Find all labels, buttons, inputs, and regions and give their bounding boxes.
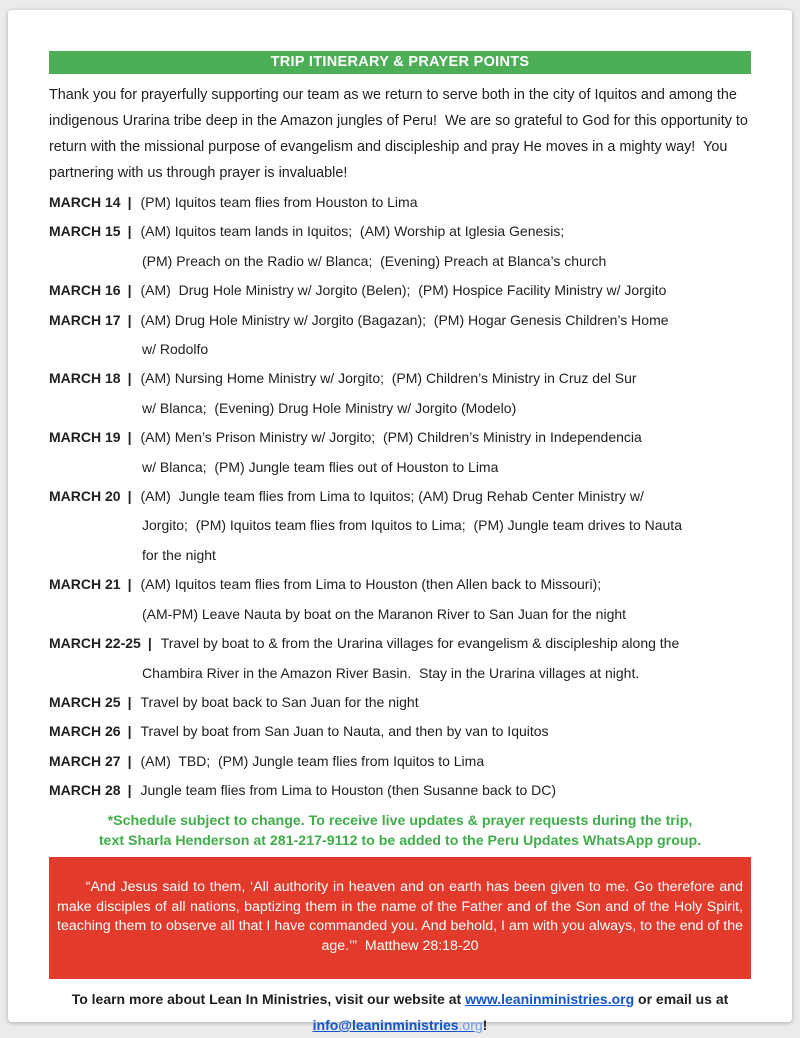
itinerary-separator: | xyxy=(127,488,132,505)
intro-paragraph: Thank you for prayerfully supporting our team as we return to serve both in the city of Iquitos and among the indigenous Urarina tribe deep in the Amazon jungles of Peru! We are so grateful to God for this opportunity to return with the missional purpose of evangelism and discipleship and pray He moves in a mighty way! You partnering with us through prayer is invaluable! xyxy=(49,87,752,181)
itinerary-continuation-line: (PM) Preach on the Radio w/ Blanca; (Evening) Preach at Blanca’s church xyxy=(142,252,607,269)
itinerary-text: (AM) TBD; (PM) Jungle team flies from Iquitos to Lima xyxy=(140,752,485,769)
itinerary-separator: | xyxy=(147,635,152,652)
itinerary-date: MARCH 14 xyxy=(49,194,121,210)
itinerary-list xyxy=(49,188,751,806)
itinerary-separator: | xyxy=(127,752,132,769)
itinerary-separator: | xyxy=(127,429,132,446)
itinerary-date: MARCH 15 xyxy=(49,223,121,240)
itinerary-continuation-line: w/ Rodolfo xyxy=(142,341,209,358)
itinerary-entry-line xyxy=(49,629,751,658)
footer-line-1 xyxy=(49,986,751,1012)
email-link[interactable] xyxy=(313,1017,483,1033)
itinerary-date: MARCH 26 xyxy=(49,723,121,740)
footer-text-before-link: To learn more about Lean In Ministries, visit our website at xyxy=(71,991,466,1008)
itinerary-text: (AM) Drug Hole Ministry w/ Jorgito (Belen); (PM) Hospice Facility Ministry w/ Jorgito xyxy=(140,282,667,299)
itinerary-continuation-line: (AM-PM) Leave Nauta by boat on the Maranon River to San Juan for the night xyxy=(142,605,627,622)
itinerary-text: (AM) Drug Hole Ministry w/ Jorgito (Bagazan); (PM) Hogar Genesis Children’s Home xyxy=(140,311,669,328)
itinerary-entry-line xyxy=(49,364,751,393)
itinerary-continuation-line: Chambira River in the Amazon River Basin. Stay in the Urarina villages at night. xyxy=(142,664,640,681)
itinerary-date: MARCH 22-25 xyxy=(49,635,141,652)
itinerary-continuation-line: for the night xyxy=(142,546,216,563)
email-link-suffix: .org xyxy=(458,1017,483,1034)
page-title: TRIP ITINERARY & PRAYER POINTS xyxy=(270,54,530,70)
itinerary-date: MARCH 25 xyxy=(49,693,121,710)
itinerary-entry-line xyxy=(49,482,751,511)
itinerary-text: Jungle team flies from Lima to Houston (then Susanne back to DC) xyxy=(140,782,557,799)
verse-text: “And Jesus said to them, ‘All authority in heaven and on earth has been given to me. Go therefore and make disciples of all nations, baptizing them in the name of the Father and of the Son and of the Holy Spirit, teaching them to observe all that I have commanded you. And behold, I am with you always, to the end of the age.’” Matthew 28:18-20 xyxy=(57,879,747,954)
itinerary-text: Travel by boat back to San Juan for the night xyxy=(140,693,419,710)
itinerary-continuation-line: w/ Blanca; (Evening) Drug Hole Ministry w/ Jorgito (Modelo) xyxy=(142,399,517,416)
itinerary-separator: | xyxy=(127,282,132,299)
itinerary-separator: | xyxy=(127,370,132,387)
itinerary-date: MARCH 27 xyxy=(49,752,121,769)
header-bar xyxy=(49,51,751,74)
itinerary-text: (AM) Iquitos team flies from Lima to Houston (then Allen back to Missouri); xyxy=(140,576,602,593)
itinerary-separator: | xyxy=(127,576,132,593)
itinerary-entry-line xyxy=(49,306,751,335)
itinerary-entry-line xyxy=(49,570,751,599)
schedule-note-line-1: *Schedule subject to change. To receive live updates & prayer requests during the trip, xyxy=(107,812,693,829)
itinerary-entry-line xyxy=(49,688,751,717)
itinerary-text: Travel by boat from San Juan to Nauta, and then by van to Iquitos xyxy=(140,723,549,740)
website-link[interactable]: www.leaninministries.org xyxy=(465,991,635,1008)
itinerary-entry-line xyxy=(49,188,751,217)
footer-text-after-link: or email us at xyxy=(634,991,729,1008)
itinerary-date: MARCH 18 xyxy=(49,370,121,387)
itinerary-separator: | xyxy=(127,723,132,740)
itinerary-text: (AM) Nursing Home Ministry w/ Jorgito; (PM) Children’s Ministry in Cruz del Sur xyxy=(140,370,637,387)
itinerary-date: MARCH 16 xyxy=(49,282,121,299)
itinerary-text: (AM) Jungle team flies from Lima to Iquitos; (AM) Drug Rehab Center Ministry w/ xyxy=(140,488,644,505)
itinerary-continuation-line: w/ Blanca; (PM) Jungle team flies out of Houston to Lima xyxy=(142,458,499,475)
itinerary-entry-line xyxy=(49,217,751,246)
itinerary-entry-line xyxy=(49,747,751,776)
itinerary-date: MARCH 20 xyxy=(49,488,121,505)
itinerary-text: Travel by boat to & from the Urarina villages for evangelism & discipleship along the xyxy=(160,635,680,652)
itinerary-entry-line xyxy=(49,717,751,746)
footer xyxy=(49,986,751,1038)
itinerary-separator: | xyxy=(127,311,132,328)
itinerary-separator: | xyxy=(127,693,132,710)
verse-box xyxy=(49,857,751,980)
schedule-note-line-2: text Sharla Henderson at 281-217-9112 to be added to the Peru Updates WhatsApp group. xyxy=(98,832,702,849)
itinerary-date: MARCH 17 xyxy=(49,311,121,328)
itinerary-date: MARCH 28 xyxy=(49,782,121,799)
email-link-main: info@leaninministries xyxy=(312,1017,459,1034)
itinerary-date: MARCH 21 xyxy=(49,576,121,593)
itinerary-entry-line xyxy=(49,423,751,452)
itinerary-entry-line xyxy=(49,276,751,305)
page-sheet xyxy=(8,10,792,1034)
itinerary-text: (AM) Iquitos team lands in Iquitos; (AM) Worship at Iglesia Genesis; xyxy=(140,223,565,240)
schedule-note xyxy=(49,811,751,851)
itinerary-entry-line xyxy=(49,776,751,805)
footer-line-2 xyxy=(49,1012,751,1038)
itinerary-text: (AM) Men’s Prison Ministry w/ Jorgito; (PM) Children’s Ministry in Independencia xyxy=(140,429,642,446)
itinerary-text: (PM) Iquitos team flies from Houston to Lima xyxy=(140,194,418,210)
itinerary-separator: | xyxy=(127,223,132,240)
itinerary-date: MARCH 19 xyxy=(49,429,121,446)
itinerary-separator: | xyxy=(127,782,132,799)
footer-exclamation: ! xyxy=(482,1017,488,1034)
itinerary-continuation-line: Jorgito; (PM) Iquitos team flies from Iquitos to Lima; (PM) Jungle team drives to Nauta xyxy=(142,517,682,534)
page-content xyxy=(8,10,792,1038)
itinerary-separator: | xyxy=(127,194,132,210)
